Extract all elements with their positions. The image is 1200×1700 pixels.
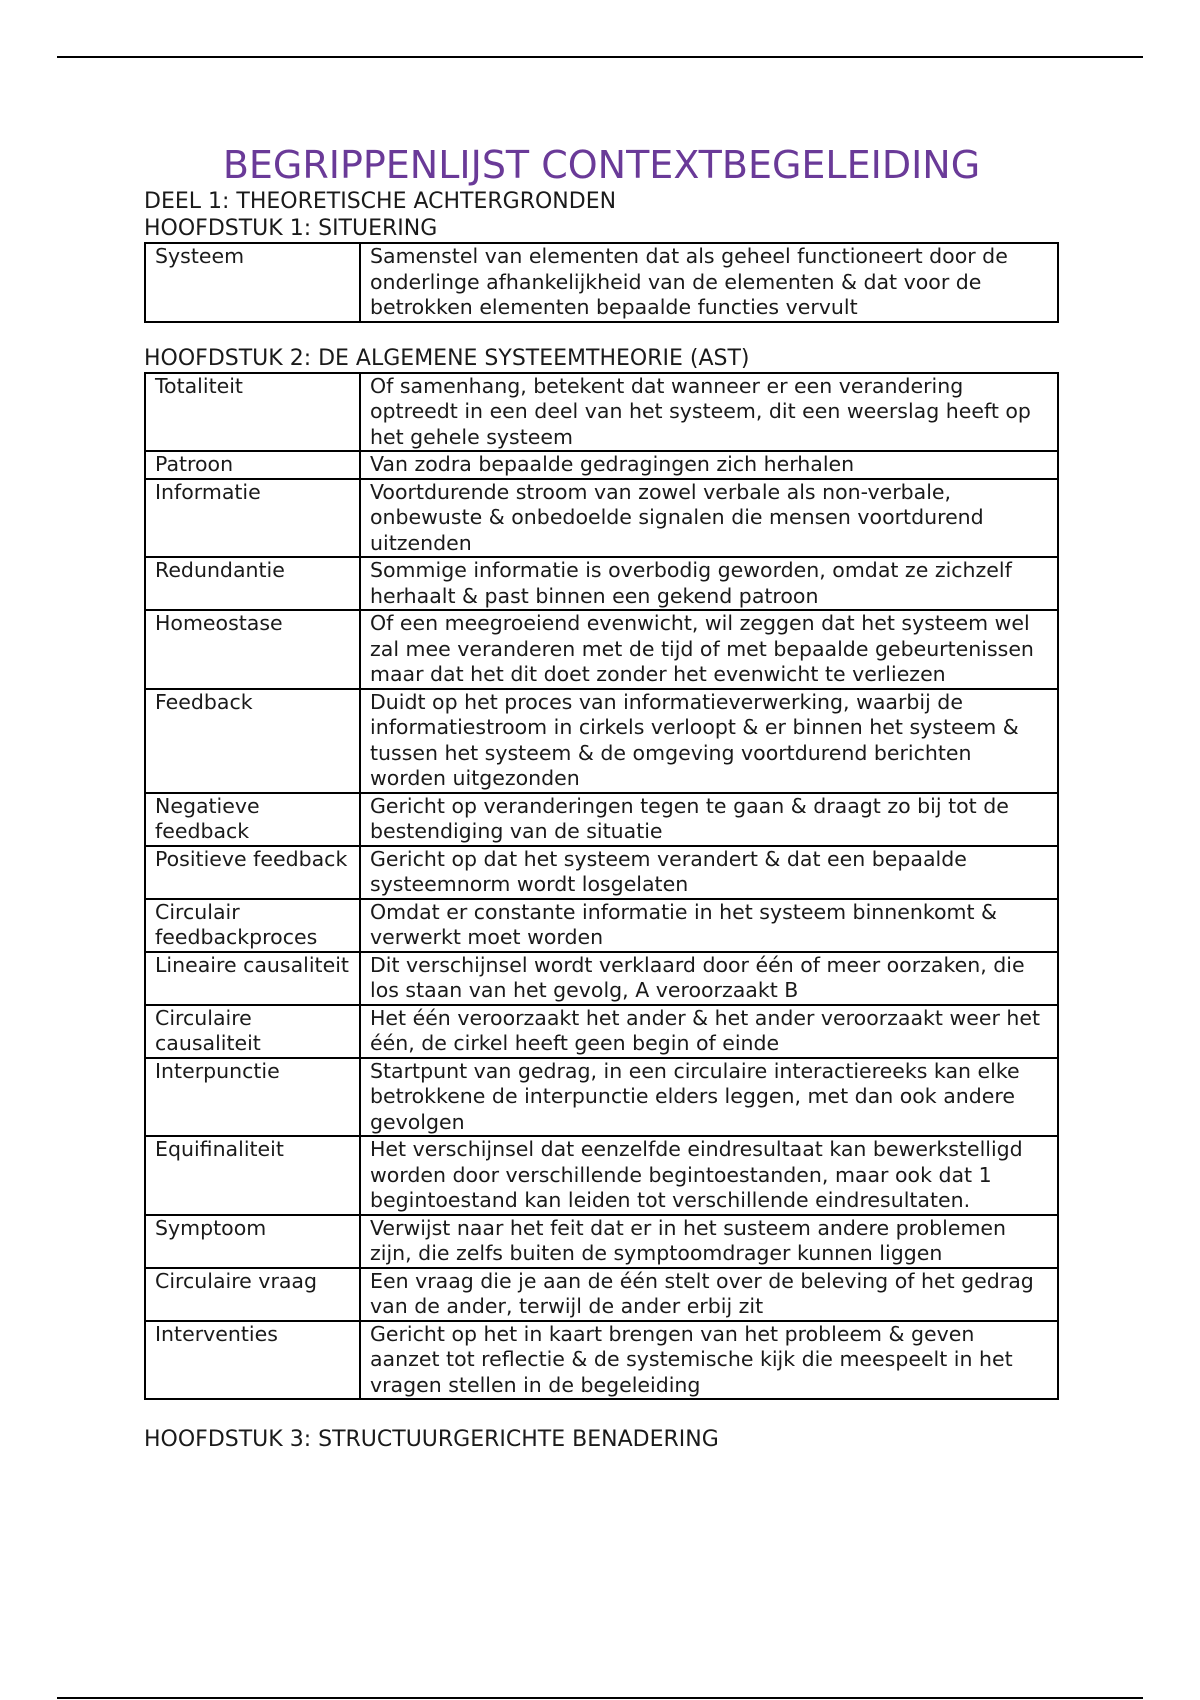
glossary-term: Equifinaliteit [145, 1136, 360, 1215]
glossary-definition: Sommige informatie is overbodig geworden, omdat ze zichzelf herhaalt & past binnen een gekend patroon [360, 557, 1058, 610]
glossary-table-chapter-2 [144, 372, 1059, 1401]
glossary-term: Interventies [145, 1321, 360, 1400]
glossary-row [145, 1268, 1058, 1321]
glossary-term: Totaliteit [145, 373, 360, 452]
part-heading: DEEL 1: THEORETISCHE ACHTERGRONDEN [144, 189, 617, 214]
glossary-definition: Het verschijnsel dat eenzelfde eindresultaat kan bewerkstelligd worden door verschillende begintoestanden, maar ook dat 1 begintoestand kan leiden tot verschillende eindresultaten. [360, 1136, 1058, 1215]
glossary-row [145, 243, 1058, 322]
glossary-term: Circulaire causaliteit [145, 1005, 360, 1058]
glossary-definition: Gericht op het in kaart brengen van het probleem & geven aanzet tot reflectie & de systemische kijk die meespeelt in het vragen stellen in de begeleiding [360, 1321, 1058, 1400]
document-title: BEGRIPPENLIJST CONTEXTBEGELEIDING [222, 143, 981, 187]
glossary-definition: Of samenhang, betekent dat wanneer er een verandering optreedt in een deel van het systeem, dit een weerslag heeft op het gehele systeem [360, 373, 1058, 452]
glossary-definition: Een vraag die je aan de één stelt over de beleving of het gedrag van de ander, terwijl de ander erbij zit [360, 1268, 1058, 1321]
glossary-row [145, 689, 1058, 793]
glossary-row [145, 451, 1058, 479]
glossary-table-body [145, 243, 1058, 322]
glossary-row [145, 899, 1058, 952]
glossary-term: Symptoom [145, 1215, 360, 1268]
glossary-definition: Of een meegroeiend evenwicht, wil zeggen dat het systeem wel zal mee veranderen met de tijd of met bepaalde gebeurtenissen maar dat het dit doet zonder het evenwicht te verliezen [360, 610, 1058, 689]
glossary-definition: Gericht op veranderingen tegen te gaan & draagt zo bij tot de bestendiging van de situatie [360, 793, 1058, 846]
glossary-row [145, 1005, 1058, 1058]
glossary-row [145, 793, 1058, 846]
glossary-definition: Samenstel van elementen dat als geheel functioneert door de onderlinge afhankelijkheid van de elementen & dat voor de betrokken elementen bepaalde functies vervult [360, 243, 1058, 322]
header-rule [57, 56, 1143, 58]
glossary-row [145, 1215, 1058, 1268]
glossary-definition: Duidt op het proces van informatieverwerking, waarbij de informatiestroom in cirkels verloopt & er binnen het systeem & tussen het systeem & de omgeving voortdurend berichten worden uitgezonden [360, 689, 1058, 793]
glossary-term: Informatie [145, 479, 360, 558]
glossary-definition: Omdat er constante informatie in het systeem binnenkomt & verwerkt moet worden [360, 899, 1058, 952]
glossary-row [145, 610, 1058, 689]
glossary-term: Circulair feedbackproces [145, 899, 360, 952]
glossary-row [145, 1321, 1058, 1400]
glossary-definition: Gericht op dat het systeem verandert & dat een bepaalde systeemnorm wordt losgelaten [360, 846, 1058, 899]
glossary-row [145, 846, 1058, 899]
glossary-term: Positieve feedback [145, 846, 360, 899]
glossary-term: Redundantie [145, 557, 360, 610]
glossary-term: Interpunctie [145, 1058, 360, 1137]
glossary-definition: Dit verschijnsel wordt verklaard door één of meer oorzaken, die los staan van het gevolg, A veroorzaakt B [360, 952, 1058, 1005]
glossary-table-body [145, 373, 1058, 1400]
footer-rule [57, 1697, 1143, 1699]
glossary-term: Patroon [145, 451, 360, 479]
chapter-heading-3: HOOFDSTUK 3: STRUCTUURGERICHTE BENADERING [144, 1427, 719, 1452]
chapter-heading-1: HOOFDSTUK 1: SITUERING [144, 216, 438, 241]
glossary-table-chapter-1 [144, 242, 1059, 323]
glossary-definition: Van zodra bepaalde gedragingen zich herhalen [360, 451, 1058, 479]
glossary-row [145, 373, 1058, 452]
glossary-term: Feedback [145, 689, 360, 793]
document-body [144, 142, 1059, 1453]
glossary-row [145, 952, 1058, 1005]
glossary-row [145, 1058, 1058, 1137]
glossary-term: Systeem [145, 243, 360, 322]
glossary-definition: Het één veroorzaakt het ander & het ander veroorzaakt weer het één, de cirkel heeft geen begin of einde [360, 1005, 1058, 1058]
glossary-row [145, 479, 1058, 558]
glossary-term: Negatieve feedback [145, 793, 360, 846]
glossary-row [145, 557, 1058, 610]
glossary-definition: Verwijst naar het feit dat er in het susteem andere problemen zijn, die zelfs buiten de symptoomdrager kunnen liggen [360, 1215, 1058, 1268]
glossary-term: Circulaire vraag [145, 1268, 360, 1321]
glossary-term: Lineaire causaliteit [145, 952, 360, 1005]
glossary-term: Homeostase [145, 610, 360, 689]
glossary-definition: Voortdurende stroom van zowel verbale als non-verbale, onbewuste & onbedoelde signalen die mensen voortdurend uitzenden [360, 479, 1058, 558]
glossary-row [145, 1136, 1058, 1215]
glossary-definition: Startpunt van gedrag, in een circulaire interactiereeks kan elke betrokkene de interpunctie elders leggen, met dan ook andere gevolgen [360, 1058, 1058, 1137]
chapter-heading-2: HOOFDSTUK 2: DE ALGEMENE SYSTEEMTHEORIE (AST) [144, 345, 750, 371]
